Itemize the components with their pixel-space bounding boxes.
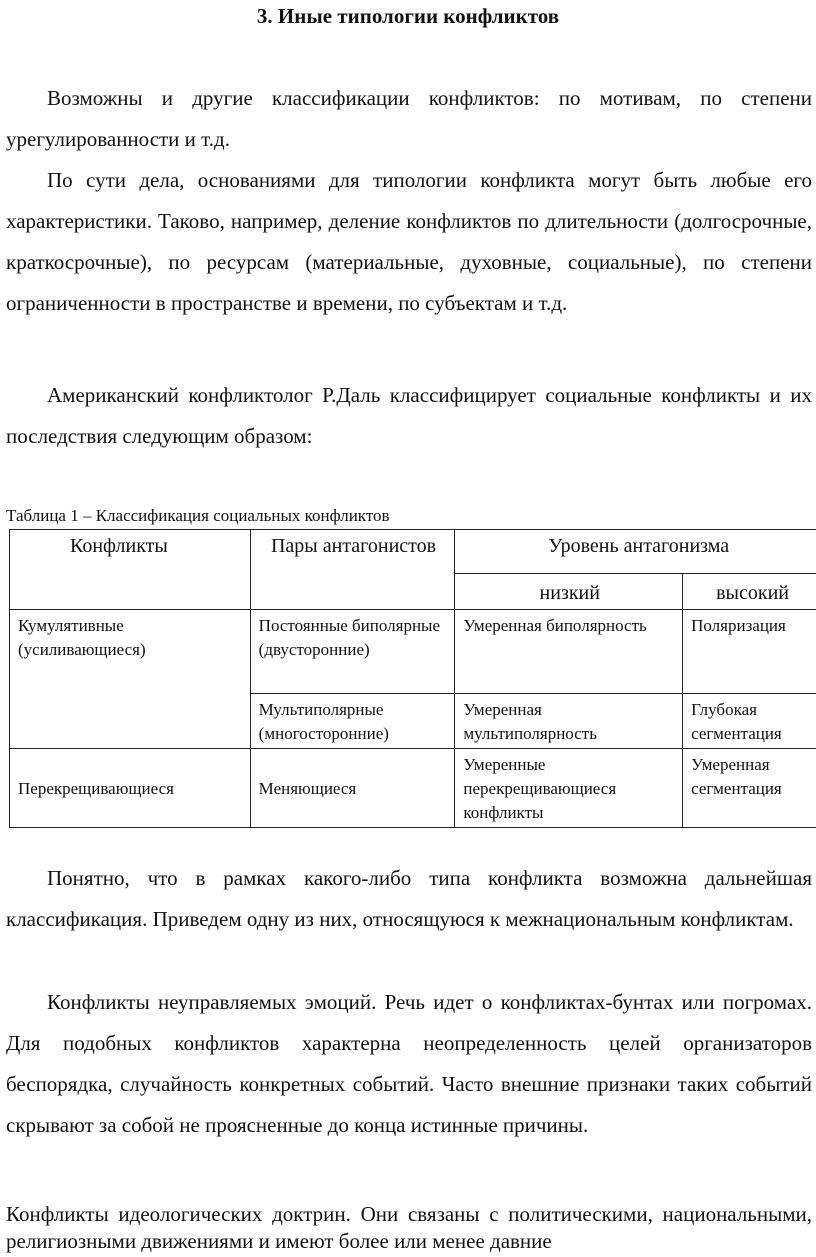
conflict-classification-table: [9, 529, 816, 828]
cell-pairs: Меняющиеся: [250, 749, 455, 828]
paragraph-1: Возможны и другие классификации конфликтов: по мотивам, по степени урегулированности и т.д.: [6, 86, 812, 151]
cell-low: Умеренные перекрещивающиеся конфликты: [455, 749, 683, 828]
paragraph-2: По сути дела, основаниями для типологии конфликта могут быть любые его характеристики. Таково, например, деление конфликтов по длительности (долгосрочные, краткосрочные), по ресурсам (материальные, духовные, социальные), по степени ограниченности в пространстве и времени, по субъектам и т.д.: [6, 168, 812, 315]
section-heading: 3. Иные типологии конфликтов: [256, 4, 560, 28]
cell-high: Глубокая сегментация: [683, 694, 816, 749]
header-low: низкий: [455, 574, 683, 610]
paragraph-6: Конфликты идеологических доктрин. Они связаны с политическими, национальными, религиозными движениями и имеют более или менее давние: [6, 1202, 812, 1253]
header-high: высокий: [683, 574, 816, 610]
cell-conflict-type: Кумулятивные (усиливающиеся): [10, 610, 251, 749]
cell-low: Умеренная биполярность: [455, 610, 683, 694]
cell-low: Умеренная мультиполярность: [455, 694, 683, 749]
cell-pairs: Мультиполярные (многосторонние): [250, 694, 455, 749]
header-pairs: Пары антагонистов: [250, 530, 455, 610]
paragraph-5: Конфликты неуправляемых эмоций. Речь идет о конфликтах-бунтах или погромах. Для подобных конфликтов характерна неопределенность целей организаторов беспорядка, случайность конкретных событий. Часто внешние признаки таких событий скрывают за собой не проясненные до конца истинные причины.: [6, 990, 812, 1137]
cell-high: Поляризация: [683, 610, 816, 694]
paragraph-3: Американский конфликтолог Р.Даль классифицирует социальные конфликты и их последствия следующим образом:: [6, 383, 812, 448]
header-conflicts: Конфликты: [10, 530, 251, 610]
paragraph-4: Понятно, что в рамках какого-либо типа конфликта возможна дальнейшая классификация. Приведем одну из них, относящуюся к межнациональным конфликтам.: [6, 866, 812, 931]
cell-conflict-type: Перекрещивающиеся: [10, 749, 251, 828]
cell-pairs: Постоянные биполярные (двусторонние): [250, 610, 455, 694]
table-caption: Таблица 1 – Классификация социальных конфликтов: [6, 506, 390, 525]
header-level: Уровень антагонизма: [455, 530, 816, 574]
table-row: [10, 749, 816, 828]
cell-high: Умеренная сегментация: [683, 749, 816, 828]
table-row: [10, 610, 816, 694]
